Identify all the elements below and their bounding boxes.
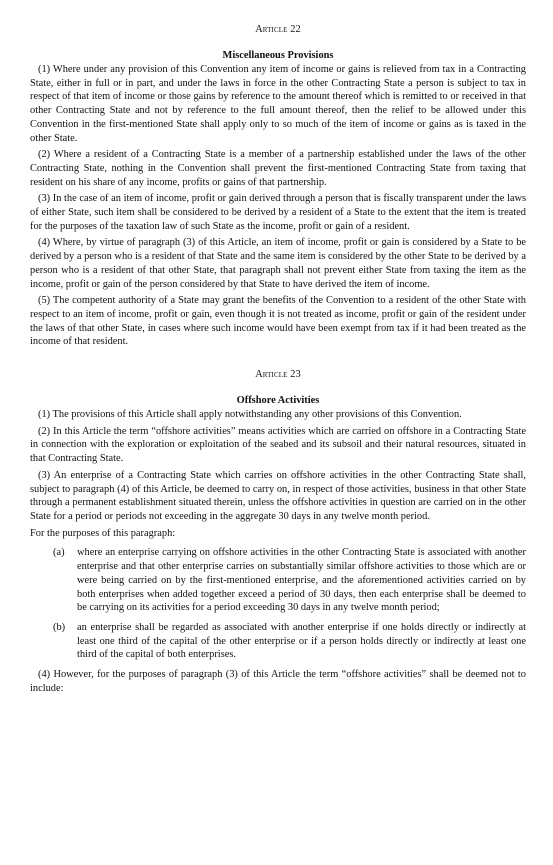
article-23-paragraph-2: (2) In this Article the term “offshore activities” means activities which are carried on offshore in a Contracting State in connection with the exploration or exploitation of the seabed and its subsoil and their natural resources, situated in that Contracting State. bbox=[30, 425, 526, 465]
list-item-b bbox=[30, 621, 526, 662]
article-23-title: Offshore Activities bbox=[236, 395, 320, 407]
list-item-a-label: (a) bbox=[53, 547, 65, 559]
list-item-b-text: an enterprise shall be regarded as associated with another enterprise if one holds directly or indirectly at least one third of the capital of the other enterprise or if a person holds directly or indirectly at least one third of the capital of both enterprises. bbox=[77, 621, 526, 661]
list-item-a bbox=[30, 546, 526, 615]
article-22-title: Miscellaneous Provisions bbox=[222, 50, 334, 61]
article-22-paragraph-1: (1) Where under any provision of this Convention any item of income or gains is relieved from tax in a Contracting State, either in full or in part, and under the laws in force in the other Contracting State a person is subject to tax in respect of that item of income or those gains by reference to the amount thereof which is remitted to or received in that other Contracting State and not by reference to the full amount thereof, then the relief to be allowed under this Convention in the first-mentioned State shall apply only to so much of the item of income or gains as is taxed in the other State. bbox=[30, 64, 526, 144]
article-23-heading-number: 23 bbox=[290, 369, 301, 381]
purposes-intro: For the purposes of this paragraph: bbox=[30, 527, 176, 539]
article-23-paragraph-3: (3) An enterprise of a Contracting State which carries on offshore activities in the other Contracting State shall, subject to paragraph (4) of this Article, be deemed to carry on, in respect of those activities, business in that other State through a permanent establishment situated therein, unless the offshore activities in question are carried on in the other State for a period or periods not exceeding in the aggregate 30 days in any twelve month period. bbox=[30, 469, 526, 522]
article-22-paragraph-3: (3) In the case of an item of income, profit or gain derived through a person that is fiscally transparent under the laws of either State, such item shall be considered to be derived by a resident of a State to the extent that the item is treated for the purposes of the taxation law of such State as the income, profit or gain of a resident. bbox=[30, 193, 526, 232]
document-page bbox=[30, 23, 526, 695]
article-22-heading-word: Article bbox=[255, 24, 288, 35]
article-23-heading-word: Article bbox=[255, 369, 288, 381]
article-22-paragraph-4: (4) Where, by virtue of paragraph (3) of this Article, an item of income, profit or gain is considered by a State to be derived by a person who is a resident of that State and the same item is considered by the other State to be derived by a person who is a resident of that other State, that paragraph shall not prevent either State from taxing the item as the income, profit or gain of the person considered by that State to have derived the item of income. bbox=[30, 237, 526, 290]
article-23-heading bbox=[30, 368, 526, 382]
article-23-paragraph-1: (1) The provisions of this Article shall apply notwithstanding any other provisions of this Convention. bbox=[38, 409, 462, 421]
list-item-b-label: (b) bbox=[53, 621, 66, 633]
article-23-paragraph-4: (4) However, for the purposes of paragraph (3) of this Article the term “offshore activities” shall be deemed not to include: bbox=[30, 669, 526, 694]
article-22-paragraph-5: (5) The competent authority of a State may grant the benefits of the Convention to a resident of the other State with respect to an item of income, profit or gain, even though it is not treated as income, profit or gain of the resident under the laws of that other State, in cases where such income would have been exempt from tax if it had been treated as the income of that resident. bbox=[30, 295, 526, 348]
article-22-heading bbox=[30, 23, 526, 37]
list-item-a-text: where an enterprise carrying on offshore activities in the other Contracting State is associated with another enterprise and that other enterprise carries on substantially similar offshore activities to those which are or were being carried on by the first-mentioned enterprise, and the aforementioned activities carried on by both enterprises when added together exceed a period of 30 days, then each enterprise shall be deemed to be carrying on its activities for a period exceeding 30 days in any twelve month period; bbox=[77, 547, 526, 614]
article-22-paragraph-2: (2) Where a resident of a Contracting State is a member of a partnership established under the laws of the other Contracting State, nothing in the Convention shall prevent the first-mentioned Contracting State from taxing that resident on his share of any income, profits or gains of that partnership. bbox=[30, 149, 526, 188]
article-22-heading-number: 22 bbox=[290, 24, 301, 35]
